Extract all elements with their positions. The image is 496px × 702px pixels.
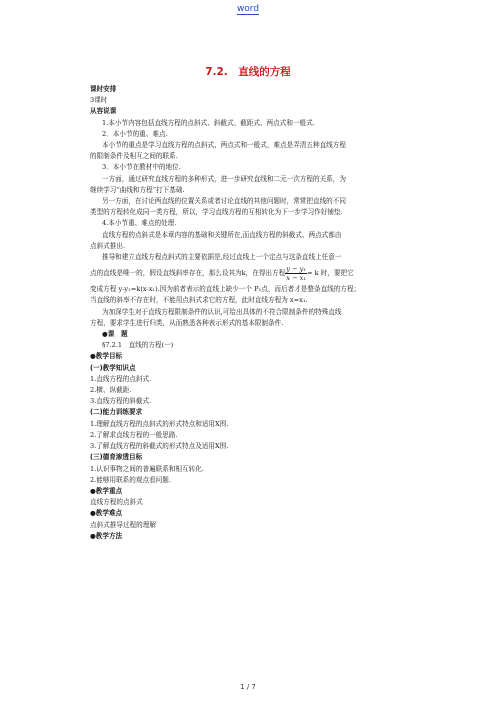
heading-method: ●教学方法 — [90, 531, 123, 540]
heading-key-point: ●教学重点 — [90, 486, 123, 495]
text-line: 1.理解直线方程的点斜式的形式特点和适用X围. — [90, 419, 229, 428]
heading-topic: ●课 题 — [102, 330, 128, 339]
text-line: 类型的方程转化成同一类方程，所以，学习直线方程的互相转化为下一步学习作好铺垫. — [90, 208, 343, 217]
subheading: (一)教学知识点 — [90, 363, 136, 372]
text-line: 3.直线方程的斜截式. — [90, 397, 152, 406]
document-body — [90, 84, 416, 542]
text-line: 3．本小节在教材中的地位. — [102, 163, 181, 172]
text-line: 点斜式推出. — [90, 241, 126, 250]
header-link[interactable]: word — [236, 4, 260, 14]
formula-line — [90, 263, 416, 284]
heading-difficulty: ●教学难点 — [90, 509, 123, 518]
text-line: 点斜式推导过程的理解 — [90, 520, 156, 529]
text-line: 2．本小节的重、难点. — [102, 129, 168, 138]
text-line: 2.了解求直线方程的一般思路. — [90, 430, 178, 439]
text-line: 直线方程的点斜式是本章内容的基础和关键所在,而直线方程的斜截式、两点式都由 — [102, 230, 342, 239]
text-line: 直线方程的点斜式 — [90, 498, 143, 507]
text-line: §7.2.1 直线的方程(一) — [102, 341, 174, 350]
text-line: 1.本小节内容包括直线方程的点斜式、斜截式、截距式、两点式和一般式. — [102, 118, 315, 127]
text-fragment: = k 时，要把它 — [307, 269, 354, 278]
text-line: 2.能够用联系的观点看问题. — [90, 475, 171, 484]
text-line: 另一方面，在讨论两直线的位置关系或者讨论直线的其他问题时，常常把直线的不同 — [102, 197, 346, 206]
page-header — [0, 4, 496, 14]
text-line: 变成方程 y-y₁=k(x-x₁).因为前者表示的直线上缺少一个 P₁点，而后者才是整条直线的方程； — [90, 285, 361, 294]
text-line: 4.本小节重、难点的处理. — [102, 219, 177, 228]
fraction-denominator: x − x₁ — [286, 273, 307, 282]
text-line: 3课时 — [90, 96, 108, 105]
text-line: 1.直线方程的点斜式. — [90, 374, 152, 383]
subheading: (二)能力训练要求 — [90, 408, 143, 417]
subheading: (三)德育渗透目标 — [90, 453, 143, 462]
text-line: 本小节的重点是学习直线方程的点斜式、两点式和一般式，难点是弄清五种直线方程 — [102, 141, 346, 150]
text-line: 当直线的斜率不存在时，不能用点斜式求它的方程，此时直线方程为 x=x₁. — [90, 296, 308, 305]
text-line: 1.认识事物之间的普遍联系和相互转化. — [90, 464, 204, 473]
text-line: 2.横、纵截距. — [90, 386, 132, 395]
fraction — [285, 265, 307, 282]
text-line: 一方面，通过研究直线方程的多种形式，进一步研究直线和二元一次方程的关系，为 — [102, 174, 346, 183]
fraction-numerator: y − y₁ — [286, 264, 307, 273]
heading-goals: ●教学目标 — [90, 352, 123, 361]
heading-lecture: 从容说课 — [90, 107, 117, 116]
text-line: 推导和建立直线方程点斜式的主要依据是,经过直线上一个定点与这条直线上任意一 — [102, 253, 342, 262]
text-line: 继续学习“曲线和方程”打下基础. — [90, 185, 185, 194]
section-title: 7.2. 直线的方程 — [205, 66, 291, 78]
page-number: 1 / 7 — [240, 683, 256, 691]
text-line: 3.了解直线方程的斜截式的形式特点及适用X围. — [90, 442, 229, 451]
text-fragment: 点的直线是唯一的，假设直线斜率存在，那么设其为k，在得出方程 — [90, 269, 286, 278]
text-line: 方程，要求学生进行归类，从而熟悉各种表示形式的基本限制条件. — [90, 318, 284, 327]
text-line: 的限制条件及相互之间的联系. — [90, 152, 178, 161]
heading-schedule: 课时安排 — [90, 85, 117, 93]
text-line: 为加深学生对于直线方程限制条件的认识,可给出具体的不符合限制条件的特殊直线 — [102, 307, 342, 316]
